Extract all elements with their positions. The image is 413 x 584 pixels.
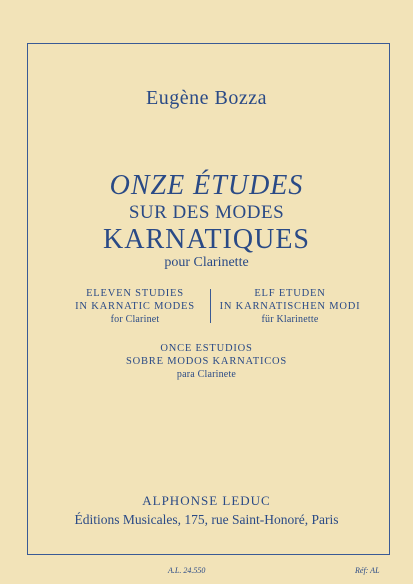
title-line-1: ONZE ÉTUDES	[109, 170, 304, 201]
publisher-address: Éditions Musicales, 175, rue Saint-Honoré, Paris	[74, 512, 339, 527]
spanish-title-block	[0, 342, 413, 381]
german-title-block	[210, 287, 370, 326]
english-title-block	[60, 287, 210, 326]
title-instrument: pour Clarinette	[164, 255, 249, 270]
title-line-3: KARNATIQUES	[103, 224, 310, 255]
english-line-1: ELEVEN STUDIES	[86, 288, 184, 299]
spanish-line-2: SOBRE MODOS KARNATICOS	[125, 356, 288, 367]
english-line-3: for Clarinet	[110, 314, 160, 325]
english-line-2: IN KARNATIC MODES	[75, 301, 195, 312]
catalog-number: A.L. 24.550	[168, 566, 206, 575]
german-line-3: für Klarinette	[261, 314, 319, 325]
publisher-name: ALPHONSE LEDUC	[142, 493, 271, 508]
spanish-line-3: para Clarinete	[176, 369, 237, 380]
title-line-2: SUR DES MODES	[128, 202, 285, 223]
german-line-2: IN KARNATISCHEN MODI	[219, 301, 361, 312]
composer-name: Eugène Bozza	[146, 87, 267, 109]
spanish-line-1: ONCE ESTUDIOS	[160, 343, 253, 354]
german-line-1: ELF ETUDEN	[254, 288, 326, 299]
reference-code: Réf: AL	[355, 566, 380, 575]
